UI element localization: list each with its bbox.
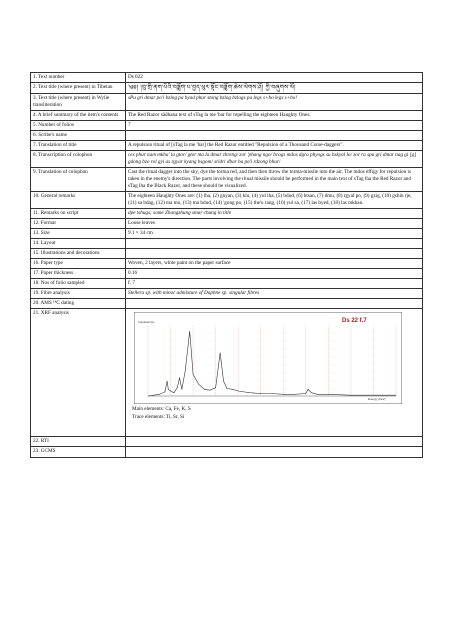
label-script-remarks: 11. Remarks on script <box>31 209 126 219</box>
value-folios: 7 <box>126 121 423 131</box>
label-scribe: 6. Scribe's name <box>31 131 126 141</box>
row-size <box>31 229 423 239</box>
row-layout <box>31 239 423 249</box>
xrf-spectrum-chart <box>134 312 402 404</box>
spectrum-point <box>189 331 190 332</box>
spectrum-point <box>294 394 295 395</box>
label-ams-dating: 20. AMS ¹⁴C dating <box>31 299 126 309</box>
row-folio-sampled <box>31 279 423 289</box>
spectrum-point <box>328 394 329 395</box>
spectrum-point <box>373 395 374 396</box>
label-size: 13. Size <box>31 229 126 239</box>
spectrum-point <box>223 381 224 382</box>
label-text-number: 1. Text number <box>31 73 126 83</box>
value-layout <box>126 239 423 249</box>
spectrum-point <box>179 378 180 379</box>
label-title-wylie: 3. Text title (where present) in Wylie transliteration <box>31 94 126 111</box>
row-text-number <box>31 73 423 83</box>
xrf-main-elements: Main elements: Ca, Fe, K, S <box>132 406 191 413</box>
label-paper-thickness: 17. Paper thickness <box>31 269 126 279</box>
spectrum-point <box>181 389 182 390</box>
value-xrf-analysis <box>126 309 423 437</box>
value-gcms <box>126 447 423 457</box>
spectrum-point <box>185 371 186 372</box>
spectrum-point <box>249 393 250 394</box>
label-general-remarks: 10. General remarks <box>31 192 126 209</box>
row-title-tibetan <box>31 83 423 94</box>
value-paper-thickness: 0.16 <box>126 269 423 279</box>
value-title-tibetan: ༄༅། །བུ་གྲི་ནག་པོའི་བཟློག་པ་བྱད་ཕུར་སྟོང་བཟློག་ཆེས་ལེགས་ཤོ། ཀྱི་བཞུགས་ལོ། <box>126 83 423 94</box>
chart-x-axis-label: Energy (keV) <box>368 397 386 402</box>
label-illustrations: 15. Illustrations and decorations <box>31 249 126 259</box>
spectrum-point <box>311 393 312 394</box>
spectrum-point <box>227 389 228 390</box>
row-ams-dating <box>31 299 423 309</box>
spectrum-point <box>351 395 352 396</box>
row-fibre-analysis <box>31 289 423 299</box>
row-general-remarks <box>31 192 423 209</box>
spectrum-point <box>148 396 149 397</box>
row-scribe <box>31 131 423 141</box>
row-colophon-translation <box>31 168 423 192</box>
xrf-trace-elements: Trace elements: Ti, Sr, Si <box>132 414 185 421</box>
spectrum-point <box>167 381 168 382</box>
value-title-translation: A repulsion ritual of [sTag la me 'bar] the Red Razor entitled "Repulsion of a Thousand Curse-daggers". <box>126 141 423 151</box>
row-gcms <box>31 447 423 457</box>
value-summary: The Red Razor sādhana text of sTag la me 'bar for repelling the eighteen Haughty Ones. <box>126 111 423 121</box>
value-folio-sampled: f. 7 <box>126 279 423 289</box>
spectrum-point <box>305 394 306 395</box>
value-text-number: Ds 022 <box>126 73 423 83</box>
value-format: Loose leaves <box>126 219 423 229</box>
spectrum-point <box>238 391 239 392</box>
label-layout: 14. Layout <box>31 239 126 249</box>
spectrum-point <box>165 392 166 393</box>
spectrum-point <box>174 393 175 394</box>
xrf-elements <box>132 406 191 422</box>
spectrum-point <box>215 388 216 389</box>
spectrum-point <box>177 388 178 389</box>
row-script-remarks <box>31 209 423 219</box>
spectrum-point <box>170 391 171 392</box>
value-ams-dating <box>126 299 423 309</box>
row-illustrations <box>31 249 423 259</box>
spectrum-point <box>272 394 273 395</box>
label-format: 12. Format <box>31 219 126 229</box>
spectrum-point <box>168 389 169 390</box>
spectrum-point <box>153 395 154 396</box>
value-script-remarks: dpe tshugs; some Zhangzhung smar chung in title <box>126 209 423 219</box>
label-gcms: 23. GCMS <box>31 447 126 457</box>
row-folios <box>31 121 423 131</box>
row-paper-type <box>31 259 423 269</box>
record-table <box>30 72 423 458</box>
spectrum-point <box>159 394 160 395</box>
value-scribe <box>126 131 423 141</box>
row-xrf-analysis <box>31 309 423 437</box>
row-title-wylie <box>31 94 423 111</box>
xrf-block <box>128 310 420 435</box>
label-folio-sampled: 18. Nos of folio sampled <box>31 279 126 289</box>
label-folios: 5. Number of folios <box>31 121 126 131</box>
value-rti <box>126 437 423 447</box>
value-fibre-analysis: Stellera sp. with minor admixture of Daphne sp. singular fibres <box>126 289 423 299</box>
row-paper-thickness <box>31 269 423 279</box>
label-colophon-translation: 9. Translation of colophon <box>31 168 126 192</box>
label-colophon-transcription: 8. Transcription of colophon <box>31 151 126 168</box>
label-fibre-analysis: 19. Fibre analysis <box>31 289 126 299</box>
spectrum-point <box>283 394 284 395</box>
row-format <box>31 219 423 229</box>
spectrum-point <box>210 390 211 391</box>
label-rti: 22. RTI <box>31 437 126 447</box>
label-paper-type: 16. Paper type <box>31 259 126 269</box>
spectrum-point <box>193 375 194 376</box>
value-colophon-translation: Cast the ritual dagger into the sky, dye the torma red, and then then throw the torma-missile into the air. The mdos effigy for repulsion is taken in the enemy's direction. The parts involving the ritual missile should be performed in the main text of sTag lha the Red Razor and sTag lha the Black Razor, and these should be visualized. <box>126 168 423 192</box>
spectrum-point <box>198 384 199 385</box>
value-general-remarks: The eighteen Haughty Ones are: (1) lha, (2) gnyan, (3) klu, (4) yul lha, (5) bdud, (6) btsan, (7) dmu, (8) rgyal po, (9) gzig, (10) gshin rje, (11) sa bdag, (12) ma mo, (13) ma bdud, (14) 'gong po, (15) the'u rang, (16) yul sa, (17) las byed, (18) las mkhan. <box>126 192 423 209</box>
label-title-tibetan: 2. Text title (where present) in Tibetan <box>31 83 126 94</box>
value-illustrations <box>126 249 423 259</box>
spectrum-point <box>232 389 233 390</box>
value-colophon-transcription: ces phur nam mkha' la gtor/ gtor ma la dmar zhreng/ zor 'phang ngo/ bcogs mdos dgra phyogs su bskyal lo/ zor ra spu gri dmar nag gi [g] gdong bzo rol gyi as rgyar kyang bsgom/ sridri dbar ba pa'i rdzong bhur/ <box>126 151 423 168</box>
value-size: 9.1 × 34 cm <box>126 229 423 239</box>
chart-y-axis-label: Impulse/cps <box>138 320 155 325</box>
spectrum-point <box>260 394 261 395</box>
spectrum-point <box>220 353 221 354</box>
value-title-wylie: sPu gri dmar po'i bzlog pa byad phur stong bzlog bzlogs pa legs s+ho legs s+ho! <box>126 94 423 111</box>
row-colophon-transcription <box>31 151 423 168</box>
chart-series-label: Ds 22 f.7 <box>342 318 367 325</box>
spectrum-point <box>396 395 397 396</box>
row-title-translation <box>31 141 423 151</box>
row-rti <box>31 437 423 447</box>
label-xrf-analysis: 21. XRF analysis <box>31 309 126 437</box>
row-summary <box>31 111 423 121</box>
value-paper-type: Woven, 2 layers, white paint on the paper surface <box>126 259 423 269</box>
spectrum-point <box>308 389 309 390</box>
chart-frame <box>134 313 401 404</box>
spectrum-point <box>204 389 205 390</box>
label-title-translation: 7. Translation of title <box>31 141 126 151</box>
spectrum-point <box>317 394 318 395</box>
label-summary: 4. A brief summary of the item's contents <box>31 111 126 121</box>
